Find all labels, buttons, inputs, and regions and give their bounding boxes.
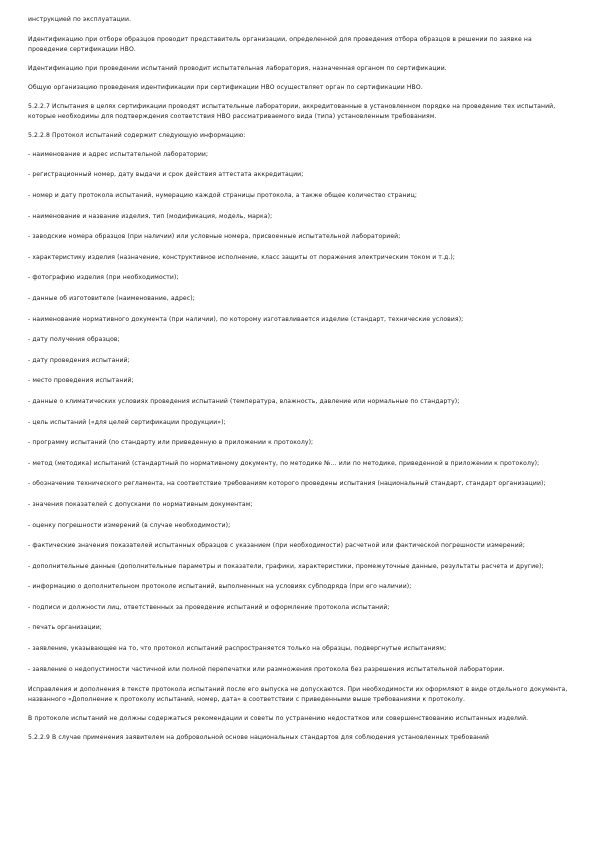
- list-item: - номер и дату протокола испытаний, нумерацию каждой страницы протокола, а также общее количество страниц;: [28, 192, 418, 199]
- list-item: - характеристику изделия (назначение, конструктивное исполнение, класс защиты от поражения электрическим током и т.д.);: [28, 253, 455, 261]
- list-item: - метод (методика) испытаний (стандартный по нормативному документу, по методике №... или по методике, приведенной в приложении к протоколу);: [28, 459, 540, 467]
- list-item: - подписи и должности лиц, ответственных за проведение испытаний и оформление протокола испытаний;: [28, 603, 390, 611]
- list-item: - цель испытаний («для целей сертификации продукции»);: [28, 418, 226, 426]
- list-item: - информацию о дополнительном протоколе испытаний, выполненных на условиях субподряда (при его наличии);: [28, 583, 412, 591]
- list-item: - наименование и название изделия, тип (модификация, модель, марка);: [28, 212, 273, 220]
- list-item: - место проведения испытаний;: [28, 377, 134, 385]
- paragraph: Идентификацию при отборе образцов проводит представитель организации, определенной для проведения отбора образцов в решении по заявке на проведение сертификации НВО.: [28, 36, 532, 54]
- list-item: - наименование нормативного документа (при наличии), по которому изготавливается изделие (стандарт, технические условия);: [28, 315, 464, 323]
- paragraph: Идентификацию при проведении испытаний проводит испытательная лаборатория, назначенная органом по сертификации.: [28, 65, 447, 73]
- list-item: - данные об изготовителе (наименование, адрес);: [28, 294, 195, 302]
- paragraph: Исправления и дополнения в тексте протокола испытаний после его выпуска не допускаются. При необходимости их оформляют в виде отдельного документа, названного «Дополнение к протоколу испытаний, номер, дата» в соответствии с приведенными выше требованиями к протоколу.: [28, 686, 568, 704]
- list-item: - значения показателей с допусками по нормативным документам;: [28, 500, 253, 508]
- list-item: - дату получения образцов;: [28, 336, 120, 344]
- list-item: - регистрационный номер, дату выдачи и срок действия аттестата аккредитации;: [28, 171, 304, 179]
- list-item: - дату проведения испытаний;: [28, 356, 130, 364]
- list-item: - дополнительные данные (дополнительные параметры и показатели, графики, характеристики, промежуточные данные, результаты расчета и другие);: [28, 562, 544, 570]
- paragraph: 5.2.2.9 В случае применения заявителем на добровольной основе национальных стандартов для соблюдения установленных требований: [28, 734, 490, 742]
- paragraph: В протоколе испытаний не должны содержаться рекомендации и советы по устранению недостатков или совершенствованию испытанных изделий.: [28, 715, 529, 723]
- paragraph: 5.2.2.7 Испытания в целях сертификации проводят испытательные лаборатории, аккредитованные в установленном порядке на проведение тех испытаний, которые необходимы для подтверждения соответствия НВО рассматриваемого вида (типа) установленным требованиям.: [28, 103, 556, 120]
- document-page: [28, 15, 568, 752]
- list-item: - обозначение технического регламента, на соответствие требованиям которого проведены испытания (национальный стандарт, стандарт организации);: [28, 480, 546, 488]
- list-item: - оценку погрешности измерений (в случае необходимости);: [28, 521, 231, 529]
- list-item: - заявление, указывающее на то, что протокол испытаний распространяется только на образцы, подвергнутые испытаниям;: [28, 645, 447, 653]
- list-item: - данные о климатических условиях проведения испытаний (температура, влажность, давление или нормальные по стандарту);: [28, 397, 460, 405]
- list-item: - фотографию изделия (при необходимости);: [28, 274, 179, 282]
- list-item: - заводские номера образцов (при наличии) или условные номера, присвоенные испытательной лабораторией;: [28, 233, 401, 241]
- list-item: - заявление о недопустимости частичной или полной перепечатки или размножения протокола без разрешения испытательной лаборатории.: [28, 665, 505, 673]
- paragraph: инструкцией по эксплуатации.: [28, 16, 132, 23]
- paragraph-list-intro: 5.2.2.8 Протокол испытаний содержит следующую информацию:: [28, 131, 246, 139]
- list-item: - программу испытаний (по стандарту или приведенную в приложении к протоколу);: [28, 439, 314, 447]
- list-item: - печать организации;: [28, 624, 102, 632]
- list-item: - фактические значения показателей испытанных образцов с указанием (при необходимости) расчетной или фактической погрешности измерений;: [28, 542, 525, 550]
- paragraph: Общую организацию проведения идентификации при сертификации НВО осуществляет орган по сертификации НВО.: [28, 84, 423, 92]
- list-item: - наименование и адрес испытательной лаборатории;: [28, 150, 209, 158]
